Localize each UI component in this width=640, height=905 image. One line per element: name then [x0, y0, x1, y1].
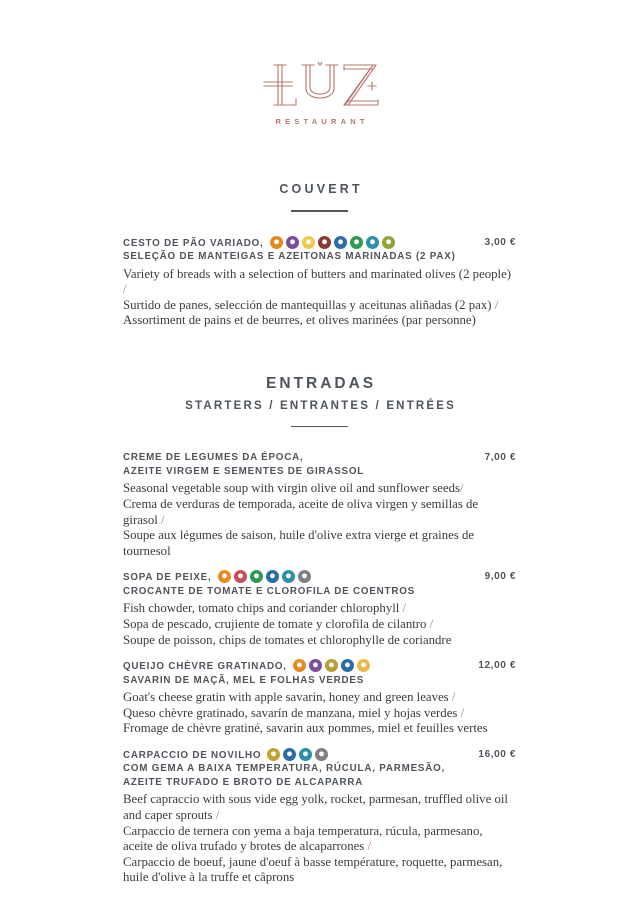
menu-section [123, 375, 516, 886]
allergen-icon [293, 659, 306, 672]
allergen-icons [270, 236, 395, 249]
item-descriptions [123, 690, 516, 737]
logo-tagline: RESTAURANT [275, 117, 369, 126]
menu-section [123, 182, 516, 329]
separator-slash: / [460, 705, 465, 720]
item-name [123, 659, 468, 674]
item-description: Beef capraccio with sous vide egg yolk, rocket, parmesan, truffled olive oil [123, 792, 508, 807]
item-header [123, 748, 516, 790]
item-description: Soupe de poisson, chips de tomates et chlorophylle de coriandre [123, 632, 452, 647]
allergen-icon [234, 570, 247, 583]
item-description: Surtido de panes, selección de mantequillas y aceitunas aliñadas (2 pax) / [123, 297, 499, 312]
item-name [123, 674, 468, 688]
item-name-text: COM GEMA A BAIXA TEMPERATURA, RÚCULA, PARMESÃO, [123, 763, 446, 775]
section-title: COUVERT [279, 182, 363, 196]
item-name-text: CARPACCIO DE NOVILHO [123, 749, 262, 761]
item-description: Carpaccio de boeuf, jaune d'oeuf à basse température, roquette, parmesan, [123, 854, 503, 869]
item-name-lines [123, 451, 475, 478]
item-description: Carpaccio de ternera con yema a baja temperatura, rúcula, parmesano, [123, 823, 483, 838]
item-descriptions [123, 601, 516, 648]
separator-slash: / [367, 839, 372, 854]
section-divider [291, 210, 348, 212]
separator-slash: / [215, 808, 220, 822]
menu-item [123, 451, 516, 559]
menu-item [123, 659, 516, 737]
restaurant-logo [0, 62, 640, 126]
allergen-icon [334, 236, 347, 249]
item-name-lines [123, 748, 468, 790]
allergen-icon [270, 236, 283, 249]
allergen-icons [293, 659, 370, 672]
item-name [123, 776, 468, 790]
allergen-icon [318, 236, 331, 249]
menu-item [123, 570, 516, 648]
allergen-icon [283, 748, 296, 761]
item-descriptions [123, 792, 516, 886]
item-header [123, 451, 516, 478]
separator-slash: / [451, 690, 456, 705]
section-subtitle: STARTERS / ENTRANTES / ENTRÉES [185, 399, 457, 412]
allergen-icon [302, 236, 315, 249]
item-description: Sopa de pescado, crujiente de tomate y clorofila de cilantro / [123, 616, 434, 631]
section-title: ENTRADAS [266, 374, 377, 392]
item-description: Fish chowder, tomato chips and coriander chlorophyll / [123, 601, 407, 616]
allergen-icons [218, 570, 311, 583]
allergen-icon [357, 659, 370, 672]
section-items [123, 451, 516, 886]
item-name-text: CREME DE LEGUMES DA ÉPOCA, [123, 452, 304, 464]
item-price: 3,00 € [484, 236, 516, 248]
item-description: Crema de verduras de temporada, aceite de oliva virgen y semillas de girasol / [123, 496, 479, 527]
allergen-icon [350, 236, 363, 249]
item-name-lines [123, 236, 475, 264]
allergen-icon [250, 570, 263, 583]
item-price: 9,00 € [484, 571, 516, 583]
allergen-icon [299, 748, 312, 761]
allergen-icon [366, 236, 379, 249]
allergen-icon [218, 570, 231, 583]
allergen-icons [267, 748, 328, 761]
item-header [123, 236, 516, 264]
item-name [123, 570, 475, 585]
item-name-lines [123, 570, 475, 598]
item-name [123, 236, 475, 251]
separator-slash: / [123, 282, 127, 297]
separator-slash: / [494, 297, 499, 312]
item-header [123, 659, 516, 687]
menu-item [123, 748, 516, 886]
item-description: and caper sprouts / [123, 808, 220, 822]
menu-item [123, 236, 516, 329]
item-description: Fromage de chèvre gratiné, savarin aux pommes, miel et feuilles vertes [123, 721, 488, 736]
allergen-icon [309, 659, 322, 672]
allergen-icon [315, 748, 328, 761]
item-name-lines [123, 659, 468, 687]
item-name-text: CROCANTE DE TOMATE E CLOROFILA DE COENTROS [123, 585, 415, 597]
item-name-text: AZEITE VIRGEM E SEMENTES DE GIRASSOL [123, 465, 365, 477]
item-description: Soupe aux légumes de saison, huile d'olive extra vierge et graines de tournesol [123, 528, 475, 558]
allergen-icon [282, 570, 295, 583]
item-description: Seasonal vegetable soup with virgin olive oil and sunflower seeds/ [123, 481, 464, 496]
separator-slash: / [402, 601, 407, 616]
item-price: 12,00 € [478, 660, 516, 672]
item-price: 16,00 € [478, 748, 516, 760]
allergen-icon [382, 236, 395, 249]
item-description: Variety of breads with a selection of butters and marinated olives (2 people) / [123, 266, 512, 297]
item-name [123, 748, 468, 763]
item-description: Goat's cheese gratin with apple savarin, honey and green leaves / [123, 690, 456, 705]
item-name-text: SAVARIN DE MAÇÃ, MEL E FOLHAS VERDES [123, 674, 365, 686]
item-descriptions [123, 267, 516, 329]
item-description: Assortiment de pains et de beurres, et olives marinées (par personne) [123, 313, 476, 328]
separator-slash: / [460, 481, 464, 496]
allergen-icon [298, 570, 311, 583]
item-name [123, 585, 475, 599]
item-header [123, 570, 516, 598]
luz-logo-icon [260, 62, 380, 108]
item-name-text: AZEITE TRUFADO E BROTO DE ALCAPARRA [123, 776, 364, 788]
item-name-text: QUEIJO CHÈVRE GRATINADO, [123, 661, 287, 673]
item-name [123, 451, 475, 465]
item-description: huile d'olive à la truffe et câprons [123, 870, 295, 885]
section-items [123, 236, 516, 329]
item-name-text: CESTO DE PÃO VARIADO, [123, 237, 264, 249]
item-name [123, 762, 468, 776]
item-name [123, 250, 475, 264]
allergen-icon [266, 570, 279, 583]
allergen-icon [341, 659, 354, 672]
separator-slash: / [429, 616, 434, 631]
item-price: 7,00 € [484, 452, 516, 464]
allergen-icon [286, 236, 299, 249]
separator-slash: / [161, 512, 165, 527]
item-descriptions [123, 481, 516, 559]
allergen-icon [267, 748, 280, 761]
item-name-text: SOPA DE PEIXE, [123, 572, 212, 584]
item-name-text: SELEÇÃO DE MANTEIGAS E AZEITONAS MARINADAS (2 PAX) [123, 251, 456, 262]
item-description: Queso chèvre gratinado, savarín de manzana, miel y hojas verdes / [123, 705, 465, 720]
menu-content [0, 182, 640, 886]
section-divider [291, 426, 348, 428]
item-description: aceite de oliva trufado y brotes de alcaparrones / [123, 839, 372, 854]
allergen-icon [325, 659, 338, 672]
item-name [123, 465, 475, 479]
